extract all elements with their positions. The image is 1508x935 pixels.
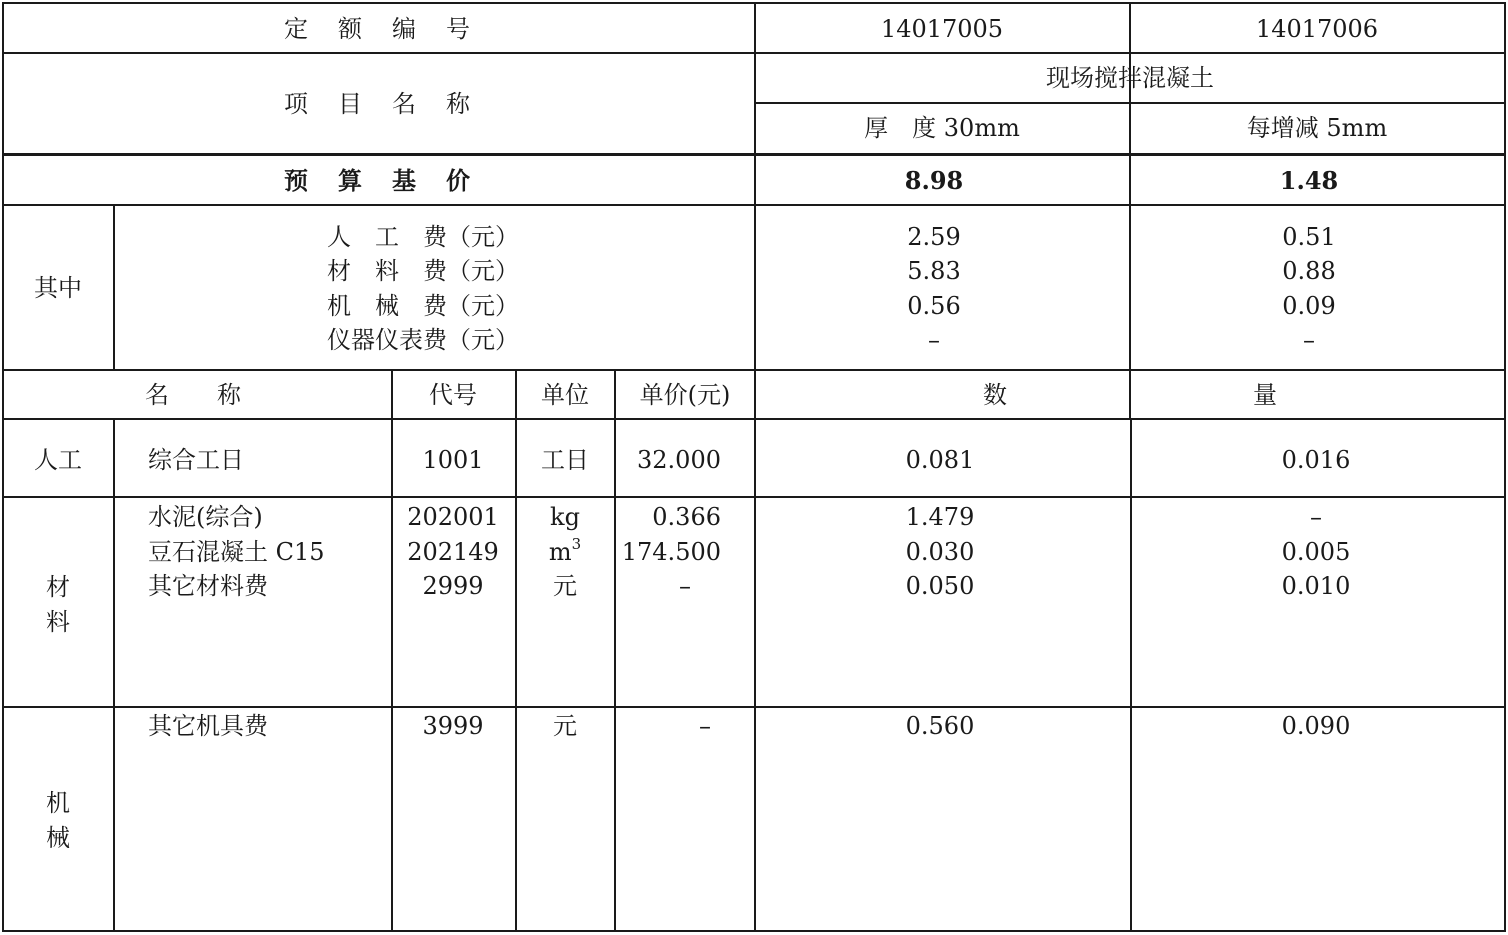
material-unit: 元 (553, 572, 577, 600)
rule-col-code (391, 369, 393, 932)
material-name: 水泥(综合) (148, 503, 263, 531)
materials-group-char-2: 料 (46, 608, 70, 636)
labor-group-label: 人工 (34, 446, 82, 474)
machinery-group-char-2: 械 (46, 824, 70, 852)
col-head-price: 单价(元) (639, 381, 731, 409)
breakdown-group-label: 其中 (34, 274, 82, 302)
cost-labor-label: 人 工 费（元） (327, 223, 519, 251)
col-head-code: 代号 (429, 381, 477, 409)
machinery-unit: 元 (553, 712, 577, 740)
material-unit (549, 535, 581, 569)
unit-base: m (548, 538, 572, 566)
variant-1: 厚 度 30mm (864, 114, 1020, 142)
rule-col-values (754, 2, 756, 932)
machinery-code: 3999 (422, 712, 484, 740)
material-qty-1: 0.030 (905, 538, 975, 566)
col-head-unit: 单位 (541, 381, 589, 409)
border-right (1504, 2, 1506, 932)
unit-exponent: 3 (571, 535, 582, 553)
rule-col-group-lower (113, 418, 115, 932)
rule-col-group-upper (113, 204, 115, 369)
rule-col-second-lower (1130, 418, 1132, 932)
base-price-label: 预算基价 (284, 166, 500, 195)
cost-material-2: 0.88 (1282, 257, 1336, 285)
material-name: 其它材料费 (148, 572, 268, 600)
cost-material-1: 5.83 (907, 257, 961, 285)
labor-code: 1001 (422, 446, 484, 474)
cost-machine-1: 0.56 (907, 292, 961, 320)
labor-unit: 工日 (541, 446, 589, 474)
machinery-qty-1: 0.560 (905, 712, 975, 740)
material-name: 豆石混凝土 C15 (148, 538, 325, 566)
machinery-name: 其它机具费 (148, 712, 268, 740)
base-price-2: 1.48 (1279, 166, 1339, 195)
labor-qty-2: 0.016 (1281, 446, 1351, 474)
quota-code-1: 14017005 (880, 15, 1004, 43)
material-qty-2: – (1310, 503, 1322, 531)
material-price: – (679, 572, 691, 600)
base-price-1: 8.98 (904, 166, 964, 195)
material-code: 202001 (407, 503, 499, 531)
material-qty-2: 0.010 (1281, 572, 1351, 600)
labor-qty-1: 0.081 (905, 446, 975, 474)
material-code: 2999 (422, 572, 484, 600)
material-unit: kg (550, 503, 580, 531)
labor-price: 32.000 (637, 446, 721, 474)
item-name: 现场搅拌混凝土 (1046, 64, 1214, 92)
machinery-group-char-1: 机 (46, 789, 70, 817)
machinery-qty-2: 0.090 (1281, 712, 1351, 740)
material-price: 174.500 (621, 538, 721, 566)
rule-col-unit (515, 369, 517, 932)
labor-name: 综合工日 (148, 446, 244, 474)
col-head-qty-right: 量 (1253, 381, 1277, 409)
cost-labor-1: 2.59 (907, 223, 961, 251)
variant-2: 每增减 5mm (1246, 114, 1388, 142)
materials-group-char-1: 材 (46, 573, 70, 601)
cost-instrument-2: – (1303, 326, 1315, 354)
machinery-price: – (699, 712, 711, 740)
quota-code-label: 定额编号 (284, 15, 500, 43)
cost-machine-2: 0.09 (1282, 292, 1336, 320)
item-name-label: 项目名称 (284, 90, 500, 118)
material-price: 0.366 (652, 503, 721, 531)
quota-code-2: 14017006 (1255, 15, 1379, 43)
cost-labor-2: 0.51 (1282, 223, 1336, 251)
rule-col-price (614, 369, 616, 932)
cost-machine-label: 机 械 费（元） (327, 292, 519, 320)
material-code: 202149 (407, 538, 499, 566)
col-head-qty-left: 数 (983, 381, 1007, 409)
border-left (2, 2, 4, 932)
material-qty-2: 0.005 (1281, 538, 1351, 566)
material-qty-1: 0.050 (905, 572, 975, 600)
material-qty-1: 1.479 (905, 503, 975, 531)
col-head-name: 名 称 (145, 381, 241, 409)
cost-material-label: 材 料 费（元） (327, 257, 519, 285)
cost-instrument-1: – (928, 326, 940, 354)
cost-instrument-label: 仪器仪表费（元） (327, 326, 519, 354)
